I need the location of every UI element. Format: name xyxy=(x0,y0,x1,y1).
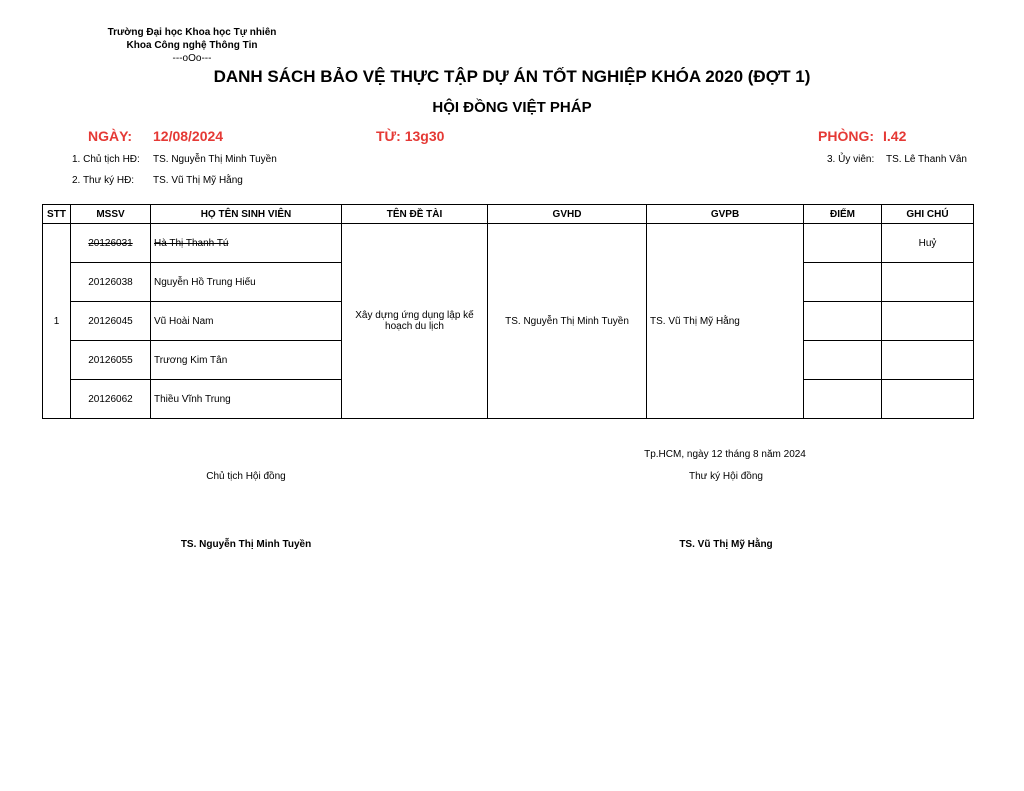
chair-title: Chủ tịch Hội đồng xyxy=(206,471,286,482)
score-cell xyxy=(804,224,882,263)
score-cell xyxy=(804,380,882,419)
student-id: 20126031 xyxy=(71,224,151,263)
note-cell: Huỷ xyxy=(882,224,974,263)
student-id: 20126045 xyxy=(71,302,151,341)
header-note: GHI CHÚ xyxy=(882,205,974,224)
header-ornament: ---oOo--- xyxy=(172,53,212,64)
score-cell xyxy=(804,302,882,341)
faculty-name: Khoa Công nghệ Thông Tin xyxy=(126,40,258,51)
student-id: 20126055 xyxy=(71,341,151,380)
header-student-name: HỌ TÊN SINH VIÊN xyxy=(151,205,342,224)
chair-signature-name: TS. Nguyễn Thị Minh Tuyền xyxy=(180,539,312,550)
member-label: 3. Ủy viên: xyxy=(827,154,875,165)
advisor-name: TS. Nguyễn Thị Minh Tuyền xyxy=(488,224,647,419)
secretary-label: 2. Thư ký HĐ: xyxy=(72,175,135,186)
defense-schedule-table xyxy=(42,204,974,419)
note-cell xyxy=(882,380,974,419)
student-name: Hà Thị Thanh Tú xyxy=(151,224,342,263)
place-date: Tp.HCM, ngày 12 tháng 8 năm 2024 xyxy=(644,449,806,460)
chair-name: TS. Nguyễn Thị Minh Tuyền xyxy=(153,154,277,165)
room-value: I.42 xyxy=(883,128,907,144)
student-id: 20126062 xyxy=(71,380,151,419)
student-name: Nguyễn Hồ Trung Hiếu xyxy=(151,263,342,302)
room-label: PHÒNG: xyxy=(818,128,874,144)
header-reviewer: GVPB xyxy=(647,205,804,224)
student-name: Trương Kim Tân xyxy=(151,341,342,380)
school-header xyxy=(102,26,282,65)
note-cell xyxy=(882,302,974,341)
date-value: 12/08/2024 xyxy=(153,128,224,144)
document-title: DANH SÁCH BẢO VỆ THỰC TẬP DỰ ÁN TỐT NGHIỆP KHÓA 2020 (ĐỢT 1) xyxy=(213,67,811,86)
student-name: Thiều Vĩnh Trung xyxy=(151,380,342,419)
reviewer-name: TS. Vũ Thị Mỹ Hằng xyxy=(647,224,804,419)
header-mssv: MSSV xyxy=(71,205,151,224)
secretary-name: TS. Vũ Thị Mỹ Hằng xyxy=(153,175,243,186)
member-name: TS. Lê Thanh Vân xyxy=(886,154,967,165)
council-name: HỘI ĐỒNG VIỆT PHÁP xyxy=(432,99,592,116)
chair-label: 1. Chủ tịch HĐ: xyxy=(72,154,140,165)
table-row xyxy=(43,224,974,263)
student-id: 20126038 xyxy=(71,263,151,302)
time-text: TỪ: 13g30 xyxy=(376,128,445,144)
student-name: Vũ Hoài Nam xyxy=(151,302,342,341)
date-label: NGÀY: xyxy=(88,128,133,144)
secretary-signature-name: TS. Vũ Thị Mỹ Hằng xyxy=(679,539,773,550)
header-score: ĐIỂM xyxy=(804,205,882,224)
note-cell xyxy=(882,263,974,302)
score-cell xyxy=(804,341,882,380)
secretary-title: Thư ký Hội đồng xyxy=(689,471,763,482)
group-stt: 1 xyxy=(43,224,71,419)
table-header-row xyxy=(43,205,974,224)
score-cell xyxy=(804,263,882,302)
header-topic: TÊN ĐỀ TÀI xyxy=(342,205,488,224)
note-cell xyxy=(882,341,974,380)
header-advisor: GVHD xyxy=(488,205,647,224)
header-stt: STT xyxy=(43,205,71,224)
university-name: Trường Đại học Khoa học Tự nhiên xyxy=(107,27,277,38)
project-topic: Xây dựng ứng dụng lập kế hoạch du lịch xyxy=(342,224,488,419)
